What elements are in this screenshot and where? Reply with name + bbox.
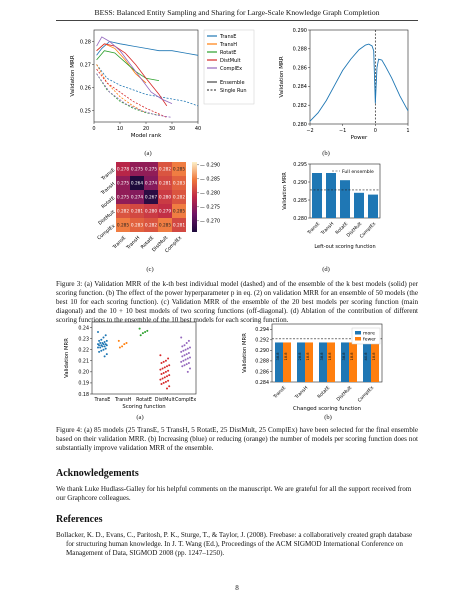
fig4b-legend-swatch bbox=[355, 337, 361, 341]
fig3c-colorbar-label: — 0.290 bbox=[200, 163, 221, 169]
fig4b-bar-more bbox=[275, 342, 283, 382]
fig3a-single-line-RotatE bbox=[97, 74, 159, 115]
fig4b-legend-label: fewer bbox=[363, 337, 376, 343]
fig4a-point-DistMult bbox=[167, 358, 169, 360]
fig4a-point-RotatE bbox=[140, 334, 142, 336]
fig3d-bar bbox=[354, 193, 364, 218]
fig4a-xtick-label: DistMult bbox=[154, 398, 175, 403]
fig3a-legend-label: ComplEx bbox=[220, 65, 243, 72]
fig3a-single-line-TransH bbox=[97, 65, 146, 113]
fig4a-point-TransE bbox=[101, 345, 103, 347]
fig4a-point-DistMult bbox=[166, 387, 168, 389]
fig3c-colorbar-label: — 0.270 bbox=[200, 219, 221, 225]
fig3b-ytick-label: 0.290 bbox=[292, 27, 307, 34]
fig4a-point-DistMult bbox=[163, 361, 165, 363]
reference-item: Bollacker, K. D., Evans, C., Paritosh, P. K., Sturge, T., & Taylor, J. (2008). Freebase: a collaboratively created graph database for structuring human knowledge. In J. T. Wang (Ed.), Proceedings of the ACM SIGMOD International Conference on Management of Data, SIGMOD 2008 (pp. 1247–1250). bbox=[56, 531, 413, 557]
fig3d-bar bbox=[326, 173, 336, 218]
fig3d-bar bbox=[368, 195, 378, 218]
fig3c-xlabel: ComplEx bbox=[164, 235, 184, 255]
fig3a-xtick-label: 10 bbox=[116, 126, 124, 132]
fig3c-cell-label: 0.282 bbox=[116, 209, 130, 215]
fig4a-point-TransE bbox=[106, 340, 108, 342]
fig4b-bar-label: 38.8 bbox=[276, 352, 280, 361]
fig3d-xlabel: Left-out scoring function bbox=[314, 244, 376, 250]
fig4a-point-ComplEx bbox=[182, 360, 184, 362]
fig3c-ylabel: DistMult bbox=[97, 210, 117, 227]
fig4a-point-TransH bbox=[119, 346, 121, 348]
fig4a-point-TransE bbox=[106, 353, 108, 355]
fig4b-ytick-label: 0.294 bbox=[255, 328, 269, 334]
fig4a-point-DistMult bbox=[167, 370, 169, 372]
fig3c-ylabel: RotatE bbox=[101, 196, 117, 210]
fig4a-xtick-label: RotatE bbox=[136, 398, 152, 403]
fig4a-ylabel: Validation MRR bbox=[64, 338, 70, 378]
fig4a-point-ComplEx bbox=[185, 349, 187, 351]
fig4b-bar-label: 40.8 bbox=[364, 352, 368, 361]
fig4a-point-DistMult bbox=[167, 380, 169, 382]
fig3c-cell-label: 0.274 bbox=[144, 181, 158, 187]
fig3a-xtick-label: 40 bbox=[194, 126, 202, 132]
fig4a-ytick-label: 0.22 bbox=[78, 348, 89, 354]
fig3c-ylabel: TransH bbox=[100, 182, 117, 197]
fig3c-cell-label: 0.279 bbox=[158, 209, 172, 215]
fig4a-point-TransE bbox=[100, 339, 102, 341]
refs-heading: References bbox=[56, 514, 103, 525]
fig4a-point-TransE bbox=[99, 342, 101, 344]
fig4b-sublabel: (b) bbox=[324, 414, 332, 421]
fig4a-point-DistMult bbox=[161, 373, 163, 375]
fig4a-point-DistMult bbox=[161, 362, 163, 364]
fig4a-point-ComplEx bbox=[180, 361, 182, 363]
fig4a-point-TransE bbox=[98, 344, 100, 346]
fig3d-ytick-label: 0.285 bbox=[293, 198, 307, 204]
fig4a-point-ComplEx bbox=[189, 356, 191, 358]
fig3a-legend-label: TransH bbox=[220, 41, 237, 48]
fig3c-xlabel: TransH bbox=[126, 235, 142, 251]
fig3a-legend-label: RotatE bbox=[220, 49, 237, 56]
fig3a-legend-label: Single Run bbox=[220, 87, 247, 94]
fig3a-xlabel: Model rank bbox=[130, 133, 162, 139]
page-number: 8 bbox=[235, 584, 239, 592]
fig4a-point-TransH bbox=[121, 345, 123, 347]
ack-heading: Acknowledgements bbox=[56, 468, 139, 479]
fig4b-ytick-label: 0.286 bbox=[255, 370, 269, 376]
fig4b-ytick-label: 0.284 bbox=[255, 380, 269, 386]
figure3-caption: Figure 3: (a) Validation MRR of the k-th best individual model (dashed) and of the ensemble of the k best models (solid) per scoring function. (b) The effect of the power hyperparameter p in eq. (2) on validation MRR for an ensemble of 50 models (the best 10 for each scoring function). (c) Validation MRR of the ensemble of the 20 best models per scoring function (main diagonal) and the 10 + 10 best models of two scoring functions (off-diagonal). (d) Ablation of the contribution of different scoring functions to the ensemble of the 10 best models for each scoring function. bbox=[56, 280, 418, 324]
fig4b-xtick-label: ComplEx bbox=[357, 385, 376, 404]
fig4a-point-ComplEx bbox=[186, 363, 188, 365]
fig4a-point-ComplEx bbox=[181, 355, 183, 357]
fig3a-legend-label: TransE bbox=[220, 33, 237, 40]
fig3a-xtick-label: 0 bbox=[92, 126, 96, 132]
fig4a-point-DistMult bbox=[164, 366, 166, 368]
fig4a-point-ComplEx bbox=[189, 346, 191, 348]
fig4a-point-DistMult bbox=[166, 375, 168, 377]
fig3c-colorbar-label: — 0.285 bbox=[200, 177, 221, 183]
fig3c-cell-label: 0.282 bbox=[144, 223, 158, 229]
fig3a-sublabel: (a) bbox=[144, 150, 152, 157]
fig4a-point-TransE bbox=[105, 348, 107, 350]
fig3a-ytick-label: 0.25 bbox=[79, 108, 91, 115]
fig3c-cell-label: 0.275 bbox=[144, 167, 158, 173]
fig3c-cell-label: 0.282 bbox=[158, 167, 172, 173]
fig4a-point-DistMult bbox=[162, 377, 164, 379]
fig4a-ytick-label: 0.19 bbox=[78, 381, 89, 387]
fig3c-cell-label: 0.278 bbox=[116, 167, 130, 173]
fig3c-sublabel: (c) bbox=[146, 266, 154, 273]
fig3d-ylabel: Validation MRR bbox=[282, 172, 288, 210]
fig4a-point-TransE bbox=[103, 343, 105, 345]
fig4b-xtick-label: TransE bbox=[273, 385, 288, 400]
fig4b-ylabel: Validation MRR bbox=[242, 333, 248, 373]
fig4a-axes-frame bbox=[92, 322, 196, 394]
fig3b-ytick-label: 0.284 bbox=[292, 84, 307, 91]
fig3a-single-line-ComplEx bbox=[97, 74, 172, 118]
figure4-caption: Figure 4: (a) 85 models (25 TransE, 5 TransH, 5 RotatE, 25 DistMult, 25 ComplEx) have been selected for the final ensemble based on their validation MRR. (b) Increasing (blue) or reducing (orange) the number of models per scoring function does not substantially improve validation MRR of the ensemble. bbox=[56, 426, 418, 452]
fig4b-bar-label: 18.8 bbox=[284, 352, 288, 361]
fig3c-cell-label: 0.285 bbox=[158, 223, 172, 229]
fig4a-point-ComplEx bbox=[188, 362, 190, 364]
fig3c-cell-label: 0.285 bbox=[116, 223, 130, 229]
fig4a-point-RotatE bbox=[142, 332, 144, 334]
ack-text: We thank Luke Hudlass-Galley for his helpful comments on the manuscript. We are grateful for all the support received from our Graphcore colleagues. bbox=[56, 485, 412, 502]
fig3c-cell-label: 0.283 bbox=[172, 181, 186, 187]
fig3d-xtick-label: RotatE bbox=[335, 221, 350, 236]
fig4a-point-TransE bbox=[99, 346, 101, 348]
fig3c-xlabel: DistMult bbox=[151, 235, 170, 254]
fig3d-ytick-label: 0.295 bbox=[293, 162, 307, 168]
fig3c-ylabel: TransE bbox=[101, 168, 117, 182]
fig3c-xlabel: RotatE bbox=[140, 235, 156, 251]
fig4a-point-TransE bbox=[104, 355, 106, 357]
fig4b-bar-label: 38.8 bbox=[342, 352, 346, 361]
fig4b-bar-fewer bbox=[371, 342, 379, 382]
fig3b-xtick-label: −2 bbox=[306, 128, 314, 134]
fig3b-ylabel: Validation MRR bbox=[279, 56, 285, 98]
fig4a-point-DistMult bbox=[165, 381, 167, 383]
fig3c-xlabel: TransE bbox=[112, 235, 128, 251]
fig4a-point-TransE bbox=[106, 344, 108, 346]
fig3c-cell-label: 0.285 bbox=[172, 167, 186, 173]
fig3a-single-line-TransE bbox=[97, 65, 198, 106]
fig3a-line-chart bbox=[68, 26, 278, 146]
fig4a-point-ComplEx bbox=[180, 337, 182, 339]
fig4a-point-DistMult bbox=[159, 354, 161, 356]
fig3b-sublabel: (b) bbox=[322, 150, 330, 157]
fig4a-xtick-label: TransH bbox=[115, 398, 132, 403]
fig3b-axes-frame bbox=[310, 30, 408, 124]
fig3a-legend-label: Ensemble bbox=[220, 79, 245, 86]
fig4b-xtick-label: DistMult bbox=[336, 385, 354, 403]
fig4b-xlabel: Changed scoring function bbox=[293, 406, 361, 412]
fig4a-point-DistMult bbox=[165, 371, 167, 373]
fig4b-legend-label: more bbox=[363, 331, 375, 337]
fig3c-cell-label: 0.283 bbox=[130, 223, 144, 229]
fig4b-bar-label: 18.8 bbox=[306, 352, 310, 361]
fig3c-cell-label: 0.280 bbox=[158, 195, 172, 201]
fig3c-colorbar-label: — 0.275 bbox=[200, 205, 221, 211]
fig4a-point-ComplEx bbox=[187, 371, 189, 373]
fig3a-xtick-label: 20 bbox=[142, 126, 150, 132]
fig4a-point-ComplEx bbox=[180, 351, 182, 353]
fig3b-xtick-label: −1 bbox=[338, 128, 347, 134]
fig3d-bar bbox=[312, 173, 322, 218]
fig4b-xtick-label: RotatE bbox=[317, 385, 332, 400]
fig3a-ensemble-line-ComplEx bbox=[97, 37, 172, 104]
fig4a-point-ComplEx bbox=[182, 350, 184, 352]
fig3c-colorbar bbox=[192, 162, 197, 232]
fig4a-ytick-label: 0.21 bbox=[78, 359, 89, 365]
fig4b-bar-label: 18.8 bbox=[372, 352, 376, 361]
fig4a-point-DistMult bbox=[168, 364, 170, 366]
fig4b-bar-label: 28.8 bbox=[298, 352, 302, 361]
fig4b-bar-fewer bbox=[349, 342, 357, 382]
fig4a-point-TransE bbox=[97, 331, 99, 333]
fig3a-ytick-label: 0.27 bbox=[79, 62, 91, 69]
running-header: BESS: Balanced Entity Sampling and Sharing for Large-Scale Knowledge Graph Completion bbox=[94, 8, 380, 17]
fig4a-point-ComplEx bbox=[188, 352, 190, 354]
fig4a-point-ComplEx bbox=[186, 342, 188, 344]
fig4a-point-DistMult bbox=[162, 368, 164, 370]
fig3d-bar bbox=[340, 180, 350, 218]
fig3a-ytick-label: 0.26 bbox=[79, 85, 91, 92]
fig3d-sublabel: (d) bbox=[322, 266, 330, 273]
fig4a-point-TransE bbox=[103, 349, 105, 351]
fig4a-point-TransE bbox=[100, 350, 102, 352]
fig3d-xtick-label: TransH bbox=[320, 221, 336, 237]
fig4a-point-RotatE bbox=[146, 330, 148, 332]
fig4b-bar-more bbox=[297, 342, 305, 382]
fig4a-point-TransE bbox=[104, 345, 106, 347]
fig3c-cell-label: 0.281 bbox=[130, 209, 144, 215]
fig4a-xlabel: Scoring function bbox=[122, 404, 166, 410]
header-rule bbox=[56, 20, 418, 21]
fig4a-point-DistMult bbox=[161, 383, 163, 385]
fig4a-point-ComplEx bbox=[187, 348, 189, 350]
fig4a-point-ComplEx bbox=[186, 353, 188, 355]
fig3c-cell-label: 0.275 bbox=[116, 181, 130, 187]
fig4b-bar-label: 38.8 bbox=[320, 352, 324, 361]
fig4b-ytick-label: 0.288 bbox=[255, 359, 269, 365]
fig3d-xtick-label: TransE bbox=[307, 221, 322, 236]
fig4b-xtick-label: TransH bbox=[294, 385, 310, 401]
fig4b-bar-fewer bbox=[283, 342, 291, 382]
fig4a-point-TransE bbox=[97, 346, 99, 348]
fig4a-xtick-label: TransE bbox=[94, 398, 111, 403]
fig3a-legend-label: DistMult bbox=[220, 57, 241, 64]
fig4a-point-ComplEx bbox=[185, 359, 187, 361]
fig4a-point-DistMult bbox=[163, 372, 165, 374]
fig4a-scatter bbox=[62, 320, 202, 412]
fig4b-bar-more bbox=[341, 342, 349, 382]
fig4b-legend-swatch bbox=[355, 331, 361, 335]
fig3a-ensemble-line-RotatE bbox=[97, 51, 159, 81]
fig4a-point-TransH bbox=[118, 340, 120, 342]
fig3b-ytick-label: 0.282 bbox=[292, 103, 307, 109]
fig3b-ytick-label: 0.286 bbox=[292, 65, 307, 72]
fig4a-point-TransE bbox=[105, 334, 107, 336]
fig4a-point-RotatE bbox=[144, 331, 146, 333]
fig3c-cell-label: 0.275 bbox=[116, 195, 130, 201]
fig4a-ytick-label: 0.20 bbox=[78, 370, 89, 376]
fig4b-bar-more bbox=[319, 342, 327, 382]
fig4a-ytick-label: 0.18 bbox=[78, 392, 89, 398]
fig3d-ytick-label: 0.280 bbox=[293, 216, 307, 222]
fig4b-bar-label: 18.8 bbox=[350, 352, 354, 361]
fig3b-xlabel: Power bbox=[350, 135, 368, 141]
fig4a-point-TransH bbox=[123, 343, 125, 345]
fig4a-point-DistMult bbox=[159, 369, 161, 371]
fig4a-point-ComplEx bbox=[184, 344, 186, 346]
fig3d-xtick-label: DistMult bbox=[346, 221, 364, 239]
fig4b-bar bbox=[238, 322, 422, 412]
fig4a-sublabel: (a) bbox=[136, 414, 144, 421]
fig3d-legend-label: Full ensemble bbox=[342, 170, 374, 175]
fig3a-xtick-label: 30 bbox=[168, 126, 176, 132]
fig4a-point-DistMult bbox=[168, 374, 170, 376]
fig4a-point-ComplEx bbox=[187, 358, 189, 360]
fig4a-point-ComplEx bbox=[181, 345, 183, 347]
fig3c-heatmap bbox=[86, 158, 226, 264]
fig3c-cell-label: 0.281 bbox=[172, 223, 186, 229]
fig4a-point-DistMult bbox=[166, 365, 168, 367]
fig3a-ytick-label: 0.28 bbox=[79, 39, 91, 46]
fig3c-ylabel: ComplEx bbox=[96, 224, 117, 242]
fig4a-point-DistMult bbox=[165, 360, 167, 362]
fig3c-cell-label: 0.281 bbox=[158, 181, 172, 187]
fig4a-point-TransE bbox=[104, 341, 106, 343]
fig4a-xtick-label: ComplEx bbox=[174, 398, 197, 403]
fig4a-point-ComplEx bbox=[189, 368, 191, 370]
fig3b-xtick-label: 0 bbox=[373, 128, 377, 134]
fig3d-xtick-label: ComplEx bbox=[359, 221, 378, 240]
fig3b-ytick-label: 0.280 bbox=[292, 121, 307, 128]
fig3c-cell-label: 0.280 bbox=[144, 209, 158, 215]
fig4a-point-DistMult bbox=[164, 376, 166, 378]
fig4b-bar-label: 18.8 bbox=[328, 352, 332, 361]
fig4b-bar-fewer bbox=[327, 342, 335, 382]
fig4a-point-DistMult bbox=[168, 385, 170, 387]
fig3c-cell-label: 0.282 bbox=[172, 195, 186, 201]
fig3c-cell-label: 0.264 bbox=[130, 181, 144, 187]
fig4a-point-DistMult bbox=[159, 379, 161, 381]
fig3a-ylabel: Validation MRR bbox=[70, 55, 76, 97]
fig4a-point-DistMult bbox=[163, 382, 165, 384]
fig4b-ytick-label: 0.292 bbox=[255, 338, 269, 344]
fig3b-xtick-label: 1 bbox=[406, 128, 410, 134]
fig3b-power-chart bbox=[276, 26, 416, 146]
fig3b-ytick-label: 0.288 bbox=[292, 46, 307, 53]
fig4a-point-ComplEx bbox=[181, 365, 183, 367]
fig3d-ablation-bar bbox=[280, 160, 400, 264]
fig4a-ytick-label: 0.24 bbox=[78, 326, 89, 332]
fig4b-bar-fewer bbox=[305, 342, 313, 382]
fig4a-point-ComplEx bbox=[184, 354, 186, 356]
fig4a-point-RotatE bbox=[139, 328, 141, 330]
fig4a-ytick-label: 0.23 bbox=[78, 337, 89, 343]
fig3c-cell-label: 0.267 bbox=[144, 195, 158, 201]
fig3b-series-line bbox=[310, 44, 408, 121]
fig3c-cell-label: 0.275 bbox=[130, 167, 144, 173]
fig4a-point-TransE bbox=[103, 337, 105, 339]
fig4a-point-ComplEx bbox=[184, 364, 186, 366]
fig4b-bar-more bbox=[363, 342, 371, 382]
fig4b-ytick-label: 0.290 bbox=[255, 349, 269, 355]
fig4a-point-TransE bbox=[98, 351, 100, 353]
fig4a-point-TransE bbox=[98, 340, 100, 342]
fig4a-point-ComplEx bbox=[188, 340, 190, 342]
fig3a-single-line-DistMult bbox=[97, 69, 167, 117]
fig4a-point-TransH bbox=[126, 342, 128, 344]
fig3c-cell-label: 0.285 bbox=[172, 209, 186, 215]
fig3d-ytick-label: 0.290 bbox=[293, 180, 307, 186]
fig3c-cell-label: 0.274 bbox=[130, 195, 144, 201]
fig3c-colorbar-label: — 0.280 bbox=[200, 191, 221, 197]
